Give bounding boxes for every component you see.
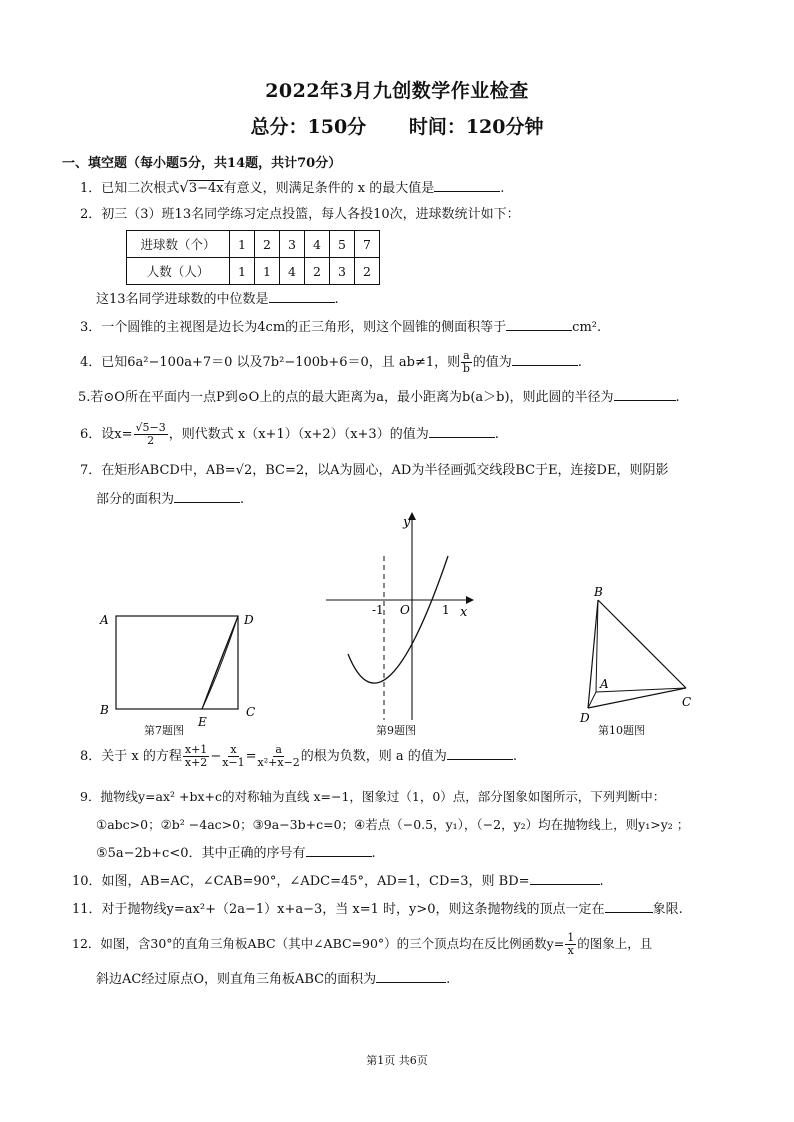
- question-7-line2: 部分的面积为 .: [96, 492, 245, 507]
- question-12: 12．如图，含30°的直角三角板ABC（其中∠ABC=90°）的三个顶点均在反比例函数y= $\frac{1}{x}$ 的图象上，且: [72, 931, 653, 957]
- axis-y-label: y: [403, 515, 411, 530]
- fraction: $\frac{x}{x-1}$: [222, 743, 245, 769]
- page-footer: 第1页 共6页: [366, 1054, 428, 1067]
- answer-blank[interactable]: [512, 353, 578, 366]
- figure-9-caption: 第9题图: [376, 724, 416, 737]
- question-2: 2．初三（3）班13名同学练习定点投篮，每人各投10次，进球数统计如下：: [80, 207, 520, 222]
- total-score: 总分：150分: [250, 116, 367, 138]
- label-c: C: [682, 695, 692, 709]
- figure-7-rectangle: [96, 606, 266, 732]
- question-8: 8．关于 x 的方程 $\frac{x+1}{x+2}$ − $\frac{x}{x-1}$ = $\frac{a}{\text{x²+x−2}}$ 的根为负数，则 a 的值为 .: [80, 743, 517, 769]
- answer-blank[interactable]: [269, 290, 335, 303]
- table-row: 进球数（个） 1 2 3 4 5 7: [127, 231, 380, 258]
- question-11: 11．对于抛物线y=ax²+（2a−1）x+a−3，当 x=1 时，y>0，则这条抛物线的顶点一定在 象限.: [72, 902, 683, 917]
- question-10: 10．如图，AB=AC，∠CAB=90°，∠ADC=45°，AD=1，CD=3，则 BD= .: [72, 874, 604, 889]
- question-5: 5.若⊙O所在平面内一点P到⊙O上的点的最大距离为a，最小距离为b(a＞b)，则此圆的半径为 .: [78, 390, 680, 405]
- stats-table: [126, 230, 380, 285]
- table-row: 人数（人） 1 1 4 2 3 2: [127, 258, 380, 285]
- answer-blank[interactable]: [429, 425, 495, 438]
- origin-label: O: [400, 603, 410, 617]
- label-b: B: [100, 703, 109, 717]
- answer-blank[interactable]: [174, 490, 240, 503]
- question-4: 4．已知6a²−100a+7＝0 以及7b²−100b+6＝0，且 ab≠1，则 $\frac{a}{b}$ 的值为 .: [80, 349, 582, 375]
- fraction: $\frac{a}{b}$: [462, 349, 470, 375]
- figure-9-parabola: [320, 508, 480, 726]
- figure-10-caption: 第10题图: [598, 724, 645, 737]
- question-1: 1．已知二次根式√3−4x有意义，则满足条件的 x 的最大值是 .: [80, 178, 505, 196]
- answer-blank[interactable]: [447, 747, 513, 760]
- answer-blank[interactable]: [614, 388, 676, 401]
- answer-blank[interactable]: [506, 318, 572, 331]
- question-9-line3: ⑤5a−2b+c<0．其中正确的序号有 .: [96, 846, 376, 861]
- tick-one: 1: [442, 603, 450, 617]
- page-subtitle: [0, 112, 794, 139]
- axis-x-label: x: [460, 605, 468, 620]
- label-e: E: [198, 715, 207, 729]
- fraction: $\frac{x+1}{x+2}$: [184, 743, 208, 769]
- figure-10-triangle: [572, 584, 702, 724]
- question-12-line2: 斜边AC经过原点O，则直角三角板ABC的面积为 .: [96, 972, 451, 987]
- answer-blank[interactable]: [434, 179, 500, 192]
- question-3: 3．一个圆锥的主视图是边长为4cm的正三角形，则这个圆锥的侧面积等于 cm².: [80, 320, 602, 335]
- fraction: $\frac{1}{x}$: [567, 931, 575, 957]
- label-d: D: [244, 613, 254, 627]
- label-d: D: [580, 711, 590, 724]
- label-a: A: [600, 677, 609, 691]
- question-2-followup: 这13名同学进球数的中位数是 .: [96, 292, 339, 307]
- question-6: 6．设x= $\frac{√5-3}{2}$ ，则代数式 x（x+1）（x+2）（x+3）的值为 .: [80, 421, 499, 447]
- fraction: $\frac{√5-3}{2}$: [135, 421, 166, 447]
- figure-7-caption: 第7题图: [144, 724, 184, 737]
- label-a: A: [100, 613, 109, 627]
- question-7: 7．在矩形ABCD中，AB=√2，BC=2，以A为圆心，AD为半径画弧交线段BC于E，连接DE，则阴影: [80, 463, 669, 478]
- answer-blank[interactable]: [306, 844, 372, 857]
- question-9: 9．抛物线y=ax² +bx+c的对称轴为直线 x=−1，图象过（1，0）点，部分图象如图所示，下列判断中：: [80, 789, 666, 804]
- fraction: $\frac{a}{\text{x²+x−2}}$: [257, 743, 300, 769]
- label-c: C: [246, 705, 256, 719]
- answer-blank[interactable]: [530, 872, 600, 885]
- answer-blank[interactable]: [605, 900, 653, 913]
- question-9-line2: ①abc>0；②b² −4ac>0；③9a−3b+c=0；④若点（−0.5，y₁），（−2，y₂）均在抛物线上，则y₁>y₂ ；: [96, 817, 690, 832]
- answer-blank[interactable]: [376, 970, 446, 983]
- tick-neg-one: -1: [372, 603, 384, 617]
- section-heading: 一、填空题（每小题5分，共14题，共计70分）: [62, 156, 342, 171]
- label-b: B: [594, 585, 603, 599]
- time-limit: 时间：120分钟: [408, 116, 544, 138]
- page-title: 2022年3月九创数学作业检查: [265, 80, 529, 102]
